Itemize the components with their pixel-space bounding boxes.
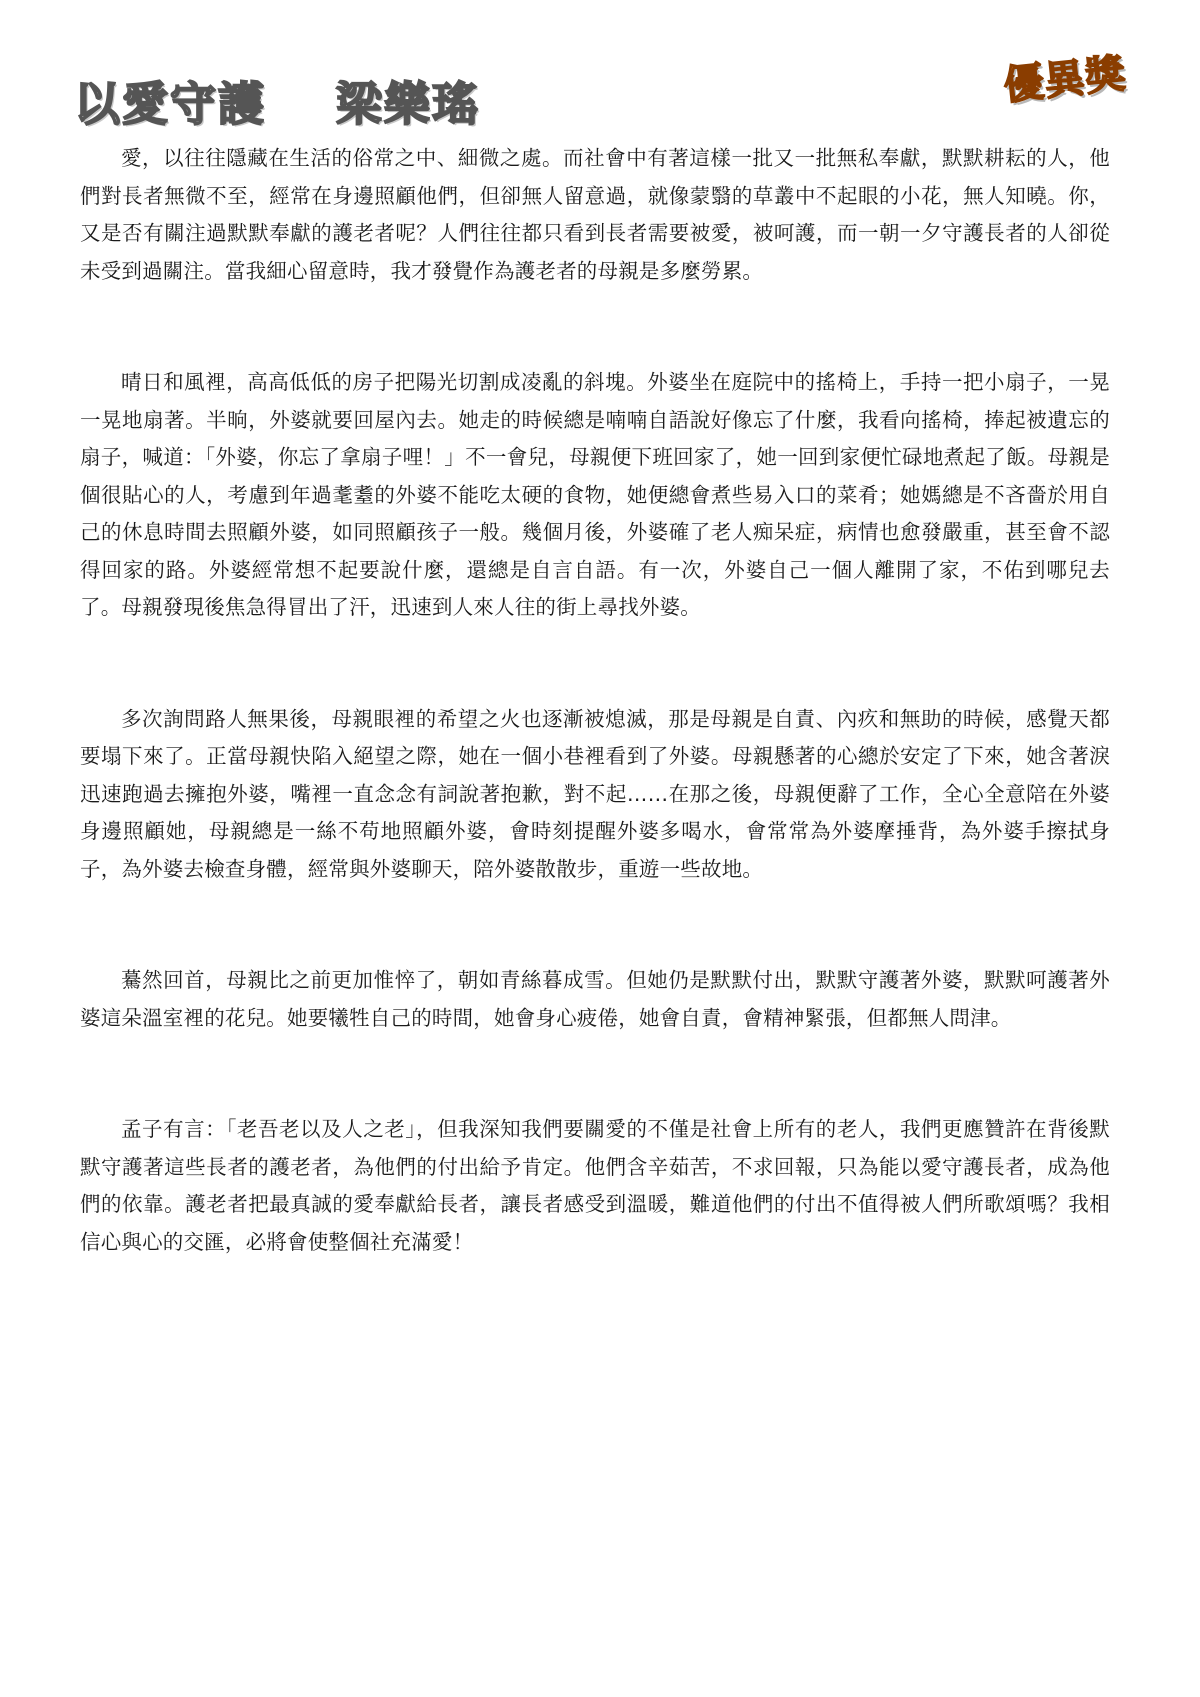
paragraph-4: 驀然回首，母親比之前更加惟悴了，朝如青絲暮成雪。但她仍是默默付出，默默守護著外婆，默默呵護著外婆這朵溫室裡的花兒。她要犧牲自己的時間，她會身心疲倦，她會自責，會精神緊張，但都無人問津。 — [80, 968, 1110, 1030]
paragraph-3: 多次詢問路人無果後，母親眼裡的希望之火也逐漸被熄滅，那是母親是自責、內疚和無助的時候，感覺天都要塌下來了。正當母親快陷入絕望之際，她在一個小巷裡看到了外婆。母親懸著的心總於安定了下來，她含著淚迅速跑過去擁抱外婆，嘴裡一直念念有詞說著抱歉，對不起……在那之後，母親便辭了工作，全心全意陪在外婆身邊照顧她，母親總是一絲不苟地照顧外婆，會時刻提醒外婆多喝水，會常常為外婆摩捶背，為外婆手擦拭身子，為外婆去檢查身體，經常與外婆聊天，陪外婆散散步，重遊一些故地。 — [80, 706, 1110, 881]
paragraph-2: 晴日和風裡，高高低低的房子把陽光切割成凌亂的斜塊。外婆坐在庭院中的搖椅上，手持一把小扇子，一晃一晃地扇著。半晌，外婆就要回屋內去。她走的時候總是喃喃自語說好像忘了什麼，我看向搖椅，捧起被遺忘的扇子，喊道：「外婆，你忘了拿扇子哩！」不一會兒，母親便下班回家了，她一回到家便忙碌地煮起了飯。母親是個很貼心的人，考慮到年過耄耋的外婆不能吃太硬的食物，她便總會煮些易入口的菜肴；她媽總是不吝嗇於用自己的休息時間去照顧外婆，如同照顧孩子一般。幾個月後，外婆確了老人痴呆症，病情也愈發嚴重，甚至會不認得回家的路。外婆經常想不起要說什麼，還總是自言自語。有一次，外婆自己一個人離開了家，不佑到哪兒去了。母親發現後焦急得冒出了汗，迅速到人來人往的街上尋找外婆。 — [80, 370, 1110, 619]
paragraph-5: 孟子有言：「老吾老以及人之老」，但我深知我們要關愛的不僅是社會上所有的老人，我們更應贊許在背後默默守護著這些長者的護老者，為他們的付出給予肯定。他們含辛茹苦，不求回報，只為能以愛守護長者，成為他們的依靠。護老者把最真誠的愛奉獻給長者，讓長者感受到溫暖，難道他們的付出不值得被人們所歌頌嗎？我相信心與心的交匯，必將會使整個社充滿愛！ — [80, 1117, 1110, 1254]
paragraph-1: 愛，以往往隱藏在生活的俗常之中、細微之處。而社會中有著這樣一批又一批無私奉獻，默默耕耘的人，他們對長者無微不至，經常在身邊照顧他們，但卻無人留意過，就像蒙翳的草叢中不起眼的小花，無人知曉。你，又是否有關注過默默奉獻的護老者呢？人們往往都只看到長者需要被愛，被呵護，而一朝一夕守護長者的人卻從未受到過關注。當我細心留意時，我才發覺作為護老者的母親是多麼勞累。 — [80, 146, 1110, 283]
award-badge — [991, 33, 1139, 127]
award-badge-label: 優異獎 — [1001, 50, 1129, 110]
author-name: 梁樂瑤 — [336, 77, 480, 131]
essay-body — [80, 140, 1110, 1261]
essay-header — [74, 72, 480, 136]
essay-title: 以愛守護 — [74, 77, 266, 131]
